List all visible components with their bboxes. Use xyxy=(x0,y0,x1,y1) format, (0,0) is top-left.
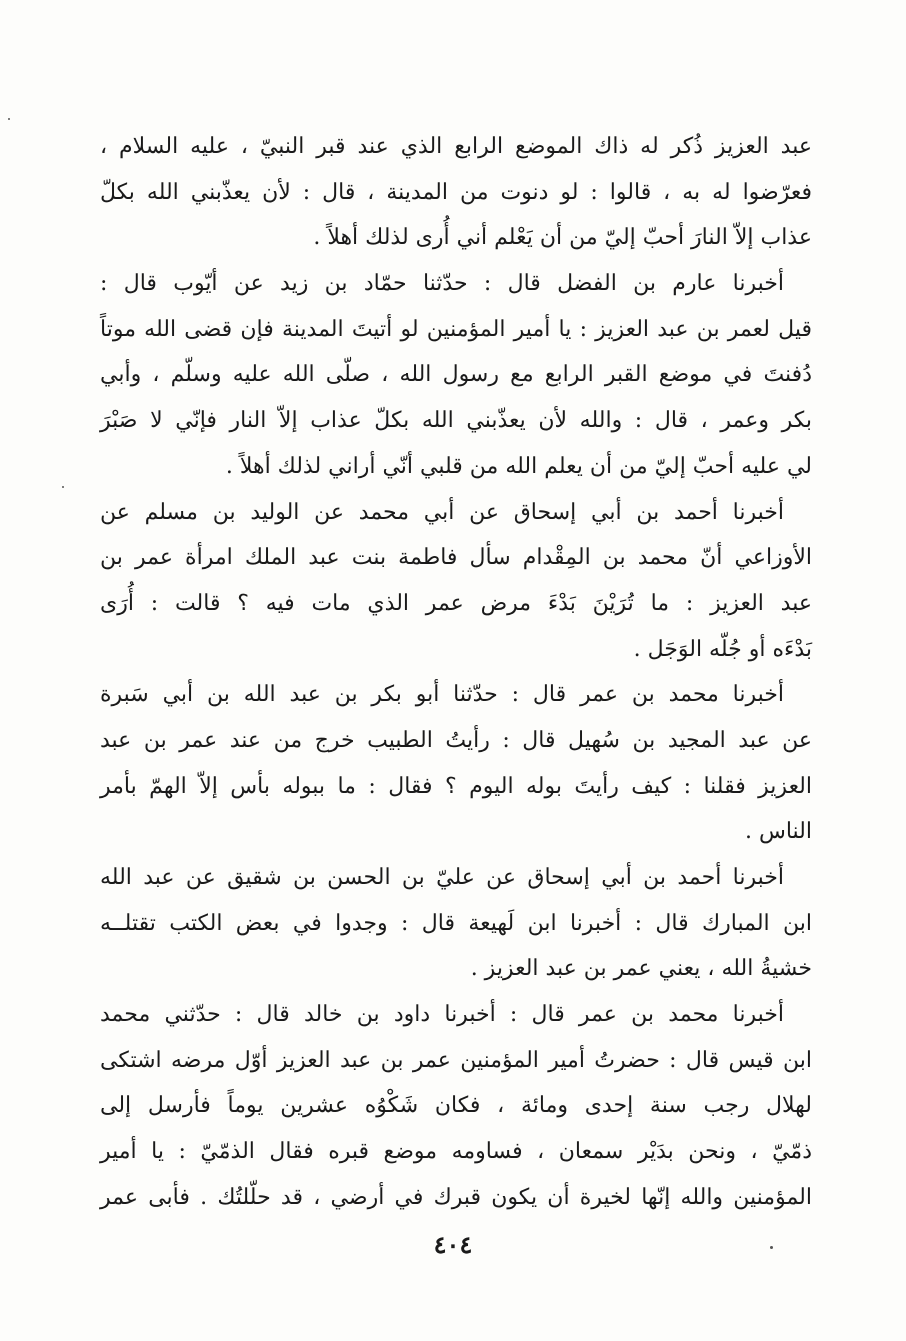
text-line: عبد العزيز : ما تُرَيْنَ بَدْءَ مرض عمر الذي مات فيه ؟ قالت : أُرَى xyxy=(100,590,812,616)
text-line: خشيةُ الله ، يعني عمر بن عبد العزيز . xyxy=(470,956,812,982)
text-line: قيل لعمر بن عبد العزيز : يا أمير المؤمنين لو أتيتَ المدينة فإن قضى الله موتاً xyxy=(100,316,812,342)
text-line: أخبرنا أحمد بن أبي إسحاق عن عليّ بن الحسن بن شقيق عن عبد الله xyxy=(100,865,784,890)
paragraph-4 xyxy=(100,672,812,855)
text-line: أخبرنا محمد بن عمر قال : حدّثنا أبو بكر بن عبد الله بن أبي سَبرة xyxy=(100,682,784,708)
text-line: فعرّضوا له به ، قالوا : لو دنوت من المدينة ، قال : لأن يعذّبني الله بكلّ xyxy=(100,179,812,205)
text-line: أخبرنا محمد بن عمر قال : أخبرنا داود بن خالد قال : حدّثني محمد xyxy=(100,1002,784,1028)
text-line: ابن المبارك قال : أخبرنا ابن لَهيعة قال : وجدوا في بعض الكتب تقتلــه xyxy=(100,910,812,936)
scan-speck xyxy=(8,118,10,120)
paragraph-3 xyxy=(100,490,812,673)
text-line: عذاب إلاّ النارَ أحبّ إليّ من أن يَعْلم أني أُرى لذلك أهلاً . xyxy=(313,225,812,251)
text-line: دُفنتَ في موضع القبر الرابع مع رسول الله ، صلّى الله عليه وسلّم ، وأبي xyxy=(100,362,812,388)
text-line: لهلال رجب سنة إحدى ومائة ، فكان شَكْوُه عشرين يوماً فأرسل إلى xyxy=(100,1093,812,1119)
page-number: ٤٠٤ xyxy=(433,1230,473,1259)
scan-speck xyxy=(62,486,64,488)
paragraph-1 xyxy=(100,124,812,261)
body-text xyxy=(100,124,812,1221)
text-line: عن عبد المجيد بن سُهيل قال : رأيتُ الطبيب خرج من عند عمر بن عبد xyxy=(100,727,812,753)
text-line: أخبرنا أحمد بن أبي إسحاق عن أبي محمد عن الوليد بن مسلم عن xyxy=(100,499,784,525)
paragraph-6 xyxy=(100,992,812,1220)
text-line: لي عليه أحبّ إليّ من أن يعلم الله من قلبي أنّي أراني لذلك أهلاً . xyxy=(225,453,812,479)
text-line: بَدْءَه أو جُلّه الوَجَل . xyxy=(633,636,812,662)
text-line: المؤمنين والله إنّها لخيرة أن يكون قبرك في أرضي ، قد حلّلتُك . فأبى عمر xyxy=(100,1184,812,1210)
text-line: ابن قيس قال : حضرتُ أمير المؤمنين عمر بن عبد العزيز أوّل مرضه اشتكى xyxy=(100,1047,812,1073)
paragraph-5 xyxy=(100,855,812,992)
text-line: الأوزاعي أنّ محمد بن المِقْدام سأل فاطمة بنت عبد الملك امرأة عمر بن xyxy=(100,545,812,571)
text-line: عبد العزيز ذُكر له ذاك الموضع الرابع الذي عند قبر النبيّ ، عليه السلام ، xyxy=(100,134,812,159)
paragraph-2 xyxy=(100,261,812,489)
text-line: أخبرنا عارم بن الفضل قال : حدّثنا حمّاد بن زيد عن أيّوب قال : xyxy=(100,271,784,297)
text-line: العزيز فقلنا : كيف رأيتَ بوله اليوم ؟ فقال : ما ببوله بأس إلاّ الهمّ بأمر xyxy=(100,773,812,799)
text-line: ذمّيّ ، ونحن بدَيْر سمعان ، فساومه موضع قبره فقال الذمّيّ : يا أمير xyxy=(100,1139,812,1165)
scan-speck xyxy=(770,1246,773,1249)
text-line: بكر وعمر ، قال : والله لأن يعذّبني الله بكلّ عذاب إلاّ النار فإنّي لا صَبْرَ xyxy=(100,408,813,434)
text-line: الناس . xyxy=(745,819,812,845)
